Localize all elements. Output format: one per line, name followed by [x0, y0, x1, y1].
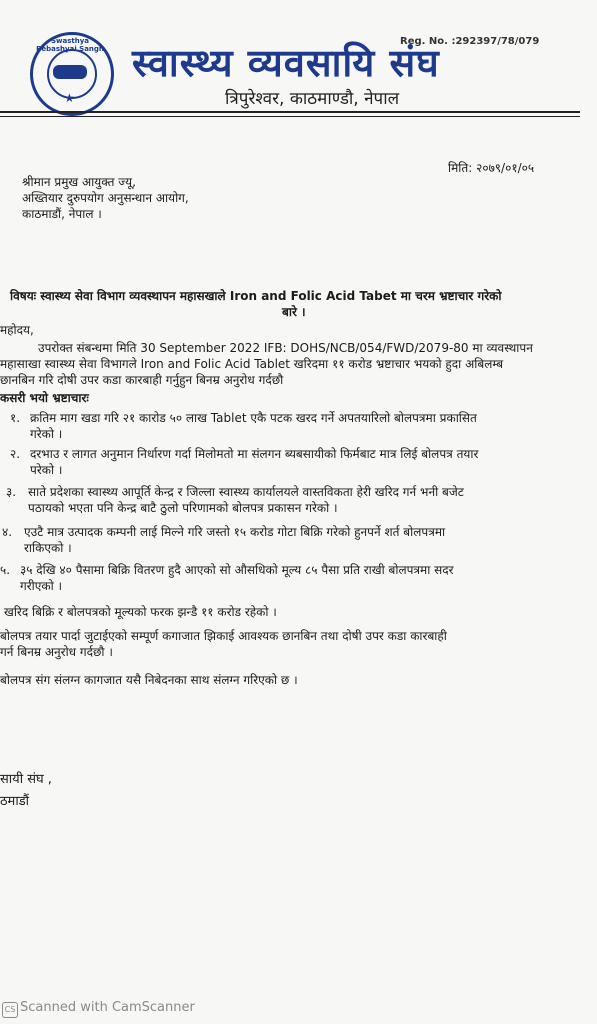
item-number: २.: [10, 447, 21, 461]
subject-line-1: विषयः स्वास्थ्य सेवा विभाग व्यवस्थापन महासखाले Iron and Folic Acid Tabet मा चरम भ्रष्टाचार गरेको: [10, 289, 502, 303]
paragraph-2-line-2: गर्न बिनम्र अनुरोध गर्दछौ ।: [0, 645, 113, 659]
item-5-line-1: ३५ देखि ४० पैसामा बिक्रि वितरण हुदै आएको सो औसधिको मूल्य ८५ पैसा प्रति राखी बोलपत्रमा सदर: [20, 563, 454, 577]
letter-date: मिति: २०७९/०१/०५: [448, 161, 535, 175]
organization-address: त्रिपुरेश्वर, काठमाण्डौ, नेपाल: [225, 89, 400, 109]
paragraph-3-line-1: बोलपत्र संग संलग्न कागजात यसै निबेदनका साथ संलग्न गरिएको छ ।: [0, 673, 298, 687]
item-number: ४.: [2, 525, 13, 539]
item-number: १.: [10, 411, 21, 425]
paragraph-2-line-1: बोलपत्र तयार पार्दा जुटाईएको सम्पूर्ण कगाजात झिकाई आवश्यक छानबिन तथा दोषी उपर कडा कारबाही: [0, 629, 447, 643]
intro-line-3: छानबिन गरि दोषी उपर कडा कारबाही गर्नुहुन बिनम्र अनुरोध गर्दछौ: [0, 373, 284, 387]
intro-line-1: उपरोक्त संबन्धमा मिति 30 September 2022 IFB: DOHS/NCB/054/FWD/2079-80 मा व्यवस्थापन: [38, 341, 533, 355]
scanner-watermark: Scanned with CamScanner: [20, 1000, 195, 1015]
header-rule-thin: [0, 116, 580, 117]
item-1-line-1: क्रतिम माग खडा गरि २१ कारोड ५० लाख Tablet एकै पटक खरद गर्ने अपतयारिलो बोलपत्रमा प्रकासित: [30, 411, 477, 425]
item-3-line-2: पठायको भएता पनि केन्द्र बाटै ठुलो परिणामको बोलपत्र प्रकासन गरेको ।: [28, 501, 338, 515]
item-2-line-1: दरभाउ र लागत अनुमान निर्धारण गर्दा मिलोमतो मा संलगन ब्यबसायीको फिर्मबाट मात्र लिई बोलपत्र तयार: [30, 447, 479, 461]
item-1-line-2: गरेको ।: [30, 427, 63, 441]
organization-seal-logo: [30, 32, 114, 116]
recipient-line-2: अख्तियार दुरुपयोग अनुसन्धान आयोग,: [22, 191, 189, 205]
subject-line-2: बारे ।: [282, 305, 306, 319]
signature-line-2: ठमाडौं: [0, 794, 30, 809]
item-number: ३.: [6, 485, 17, 499]
header-rule-thick: [0, 111, 580, 113]
item-4-line-2: राकिएको ।: [24, 541, 72, 555]
logo-emblem: [53, 65, 87, 79]
item-2-line-2: परेको ।: [30, 463, 63, 477]
signature-line-1: सायी संघ ,: [0, 772, 52, 787]
organization-name: स्वास्थ्य व्यवसायि संघ: [132, 41, 440, 85]
star-icon: ★: [64, 91, 75, 105]
intro-line-2: महासाखा स्वास्थ्य सेवा विभागले Iron and Folic Acid Tablet खरिदमा ११ करोड भ्रष्टाचार भयको हुदा अबिलम्ब: [0, 357, 504, 371]
item-number: ५.: [0, 563, 11, 577]
item-4-line-1: एउटै मात्र उत्पादक कम्पनी लाई मिल्ने गरि जस्तो १५ करोड गोटा बिक्रि गरेको हुनपर्ने शर्त बोलपत्रमा: [24, 525, 446, 539]
item-3-line-1: साते प्रदेशका स्वास्थ्य आपूर्ति केन्द्र र जिल्ला स्वास्थ्य कार्यालयले वास्तविकता हेरी खरिद गर्न भनी बजेट: [28, 485, 464, 499]
list-heading: कसरी भयो भ्रष्टाचारः: [0, 391, 89, 405]
paragraph-1-line-1: खरिद बिक्रि र बोलपत्रको मूल्यको फरक झन्डै ११ करोड रहेको ।: [4, 605, 277, 619]
recipient-line-3: काठमाडौं, नेपाल ।: [22, 207, 102, 221]
camscanner-icon: CS: [2, 1002, 18, 1018]
registration-number: Reg. No. :292397/78/079: [400, 36, 540, 47]
recipient-line-1: श्रीमान प्रमुख आयुक्त ज्यू,: [22, 175, 136, 189]
logo-text: Swasthya Bebashyai Sangh: [36, 37, 104, 53]
item-5-line-2: गरीएको ।: [20, 579, 63, 593]
salutation: महोदय,: [0, 323, 34, 337]
